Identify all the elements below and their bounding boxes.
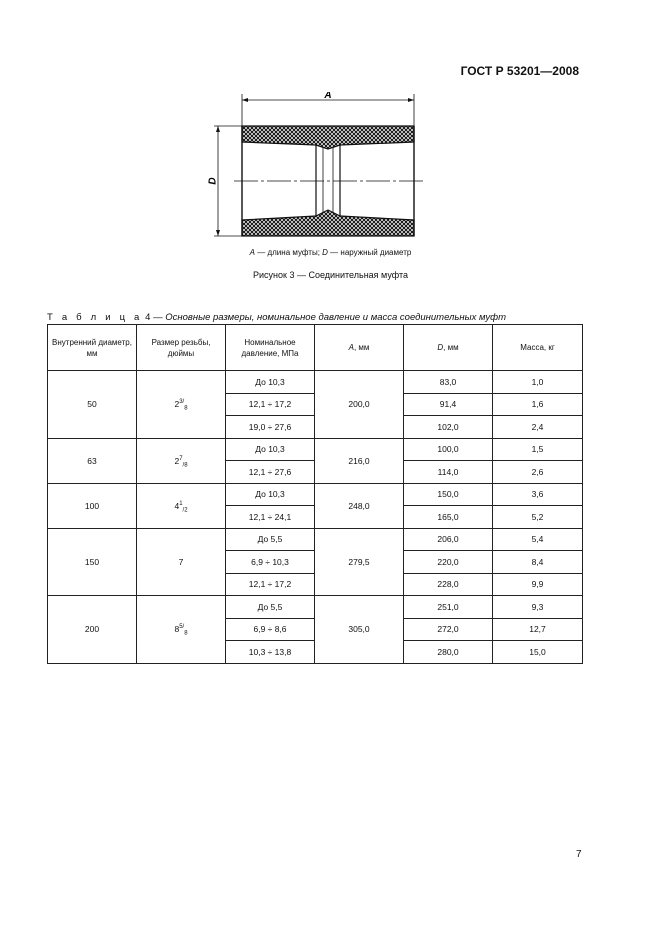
header-mass: Масса, кг xyxy=(493,325,583,371)
pressure-cell: 12,1 ÷ 17,2 xyxy=(226,573,315,596)
table-row xyxy=(48,371,583,394)
thread-size-cell: $4^1_{/2}$ xyxy=(137,483,226,528)
thread-size-cell: $2^7_{/8}$ xyxy=(137,438,226,483)
figure-legend xyxy=(0,248,661,257)
thread-size-cell: $2^{3/}_8$ xyxy=(137,371,226,439)
mass-cell: 3,6 xyxy=(493,483,583,506)
mass-cell: 1,6 xyxy=(493,393,583,416)
coupling-drawing xyxy=(200,92,440,242)
mass-cell: 5,2 xyxy=(493,506,583,529)
length-a-cell: 279,5 xyxy=(315,528,404,596)
header-inner-diameter: Внутренний диаметр, мм xyxy=(48,325,137,371)
outer-diameter-cell: 114,0 xyxy=(404,461,493,484)
outer-diameter-cell: 206,0 xyxy=(404,528,493,551)
mass-cell: 1,0 xyxy=(493,371,583,394)
outer-diameter-cell: 220,0 xyxy=(404,551,493,574)
length-a-cell: 200,0 xyxy=(315,371,404,439)
top-wall xyxy=(242,126,414,149)
pressure-cell: 12,1 ÷ 27,6 xyxy=(226,461,315,484)
table-body xyxy=(48,371,583,664)
outer-diameter-cell: 91,4 xyxy=(404,393,493,416)
mass-cell: 15,0 xyxy=(493,641,583,664)
inner-diameter-cell: 63 xyxy=(48,438,137,483)
table-row xyxy=(48,528,583,551)
header-length-a: A, мм xyxy=(315,325,404,371)
length-a-cell: 248,0 xyxy=(315,483,404,528)
inner-diameter-cell: 150 xyxy=(48,528,137,596)
coupling-svg xyxy=(200,92,440,242)
pressure-cell: 10,3 ÷ 13,8 xyxy=(226,641,315,664)
outer-diameter-cell: 280,0 xyxy=(404,641,493,664)
table-header-row xyxy=(48,325,583,371)
legend-a-symbol: A xyxy=(249,248,256,257)
pressure-cell: 6,9 ÷ 8,6 xyxy=(226,618,315,641)
outer-diameter-cell: 83,0 xyxy=(404,371,493,394)
legend-d-symbol: D xyxy=(322,248,328,257)
thread-size-cell: $8^{5/}_8$ xyxy=(137,596,226,664)
mass-cell: 12,7 xyxy=(493,618,583,641)
outer-diameter-cell: 272,0 xyxy=(404,618,493,641)
dim-a-label: A xyxy=(324,92,332,101)
mass-cell: 5,4 xyxy=(493,528,583,551)
mass-cell: 1,5 xyxy=(493,438,583,461)
outer-diameter-cell: 165,0 xyxy=(404,506,493,529)
mass-cell: 9,9 xyxy=(493,573,583,596)
outer-diameter-cell: 228,0 xyxy=(404,573,493,596)
outer-diameter-cell: 102,0 xyxy=(404,416,493,439)
dimensions-table xyxy=(47,324,583,664)
table-title-prefix: Т а б л и ц а xyxy=(47,312,143,323)
bottom-wall xyxy=(242,210,414,236)
pressure-cell: 12,1 ÷ 24,1 xyxy=(226,506,315,529)
mass-cell: 9,3 xyxy=(493,596,583,619)
table-row xyxy=(48,438,583,461)
table-title-text: Основные размеры, номинальное давление и масса соединительных муфт xyxy=(165,312,507,323)
mass-cell: 8,4 xyxy=(493,551,583,574)
pressure-cell: До 10,3 xyxy=(226,371,315,394)
length-a-cell: 216,0 xyxy=(315,438,404,483)
pressure-cell: До 5,5 xyxy=(226,528,315,551)
pressure-cell: 19,0 ÷ 27,6 xyxy=(226,416,315,439)
header-nominal-pressure: Номинальное давление, МПа xyxy=(226,325,315,371)
dim-d-label: D xyxy=(207,177,219,185)
pressure-cell: 12,1 ÷ 17,2 xyxy=(226,393,315,416)
length-a-cell: 305,0 xyxy=(315,596,404,664)
pressure-cell: До 10,3 xyxy=(226,438,315,461)
outer-diameter-cell: 150,0 xyxy=(404,483,493,506)
thread-size-cell: 7 xyxy=(137,528,226,596)
inner-diameter-cell: 50 xyxy=(48,371,137,439)
outer-diameter-cell: 251,0 xyxy=(404,596,493,619)
table-row xyxy=(48,483,583,506)
table-row xyxy=(48,596,583,619)
outer-diameter-cell: 100,0 xyxy=(404,438,493,461)
mass-cell: 2,4 xyxy=(493,416,583,439)
inner-diameter-cell: 200 xyxy=(48,596,137,664)
mass-cell: 2,6 xyxy=(493,461,583,484)
standard-code: ГОСТ Р 53201—2008 xyxy=(460,64,579,78)
table-title-number: 4 — xyxy=(142,312,166,323)
figure-caption: Рисунок 3 — Соединительная муфта xyxy=(253,270,408,280)
legend-a-text: — длина муфты; xyxy=(257,248,320,257)
header-thread-size: Размер резьбы, дюймы xyxy=(137,325,226,371)
inner-diameter-cell: 100 xyxy=(48,483,137,528)
page-number: 7 xyxy=(576,849,582,860)
pressure-cell: 6,9 ÷ 10,3 xyxy=(226,551,315,574)
table-title xyxy=(47,312,506,323)
header-outer-diameter-d: D, мм xyxy=(404,325,493,371)
pressure-cell: До 10,3 xyxy=(226,483,315,506)
legend-d-text: — наружный диаметр xyxy=(330,248,412,257)
pressure-cell: До 5,5 xyxy=(226,596,315,619)
